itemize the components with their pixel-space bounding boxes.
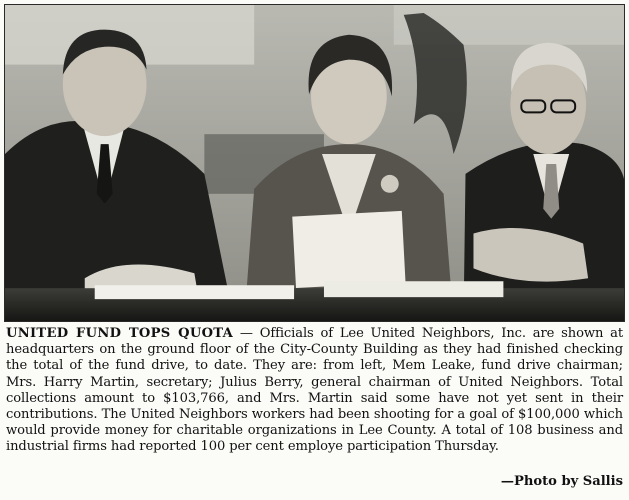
caption-headline: UNITED FUND TOPS QUOTA bbox=[6, 326, 234, 341]
photo-credit: —Photo by Sallis bbox=[500, 474, 623, 489]
photo-caption bbox=[6, 326, 623, 456]
news-photograph bbox=[4, 4, 625, 322]
caption-body: — Officials of Lee United Neighbors, Inc. are shown at headquarters on the ground floor of the City-County Building as they had finished checking the total of the fund drive, to date. They are: from left, Mem Leake, fund drive chairman; Mrs. Harry Martin, secretary; Julius Berry, general chairman of United Neighbors. Total collections amount to $103,766, and Mrs. Martin said some have not yet sent in their contributions. The United Neighbors workers had been shooting for a goal of $100,000 which would provide money for charitable organizations in Lee County. A total of 108 business and industrial firms had reported 100 per cent employe participation Thursday. bbox=[6, 326, 623, 455]
photo-illustration bbox=[5, 5, 624, 321]
